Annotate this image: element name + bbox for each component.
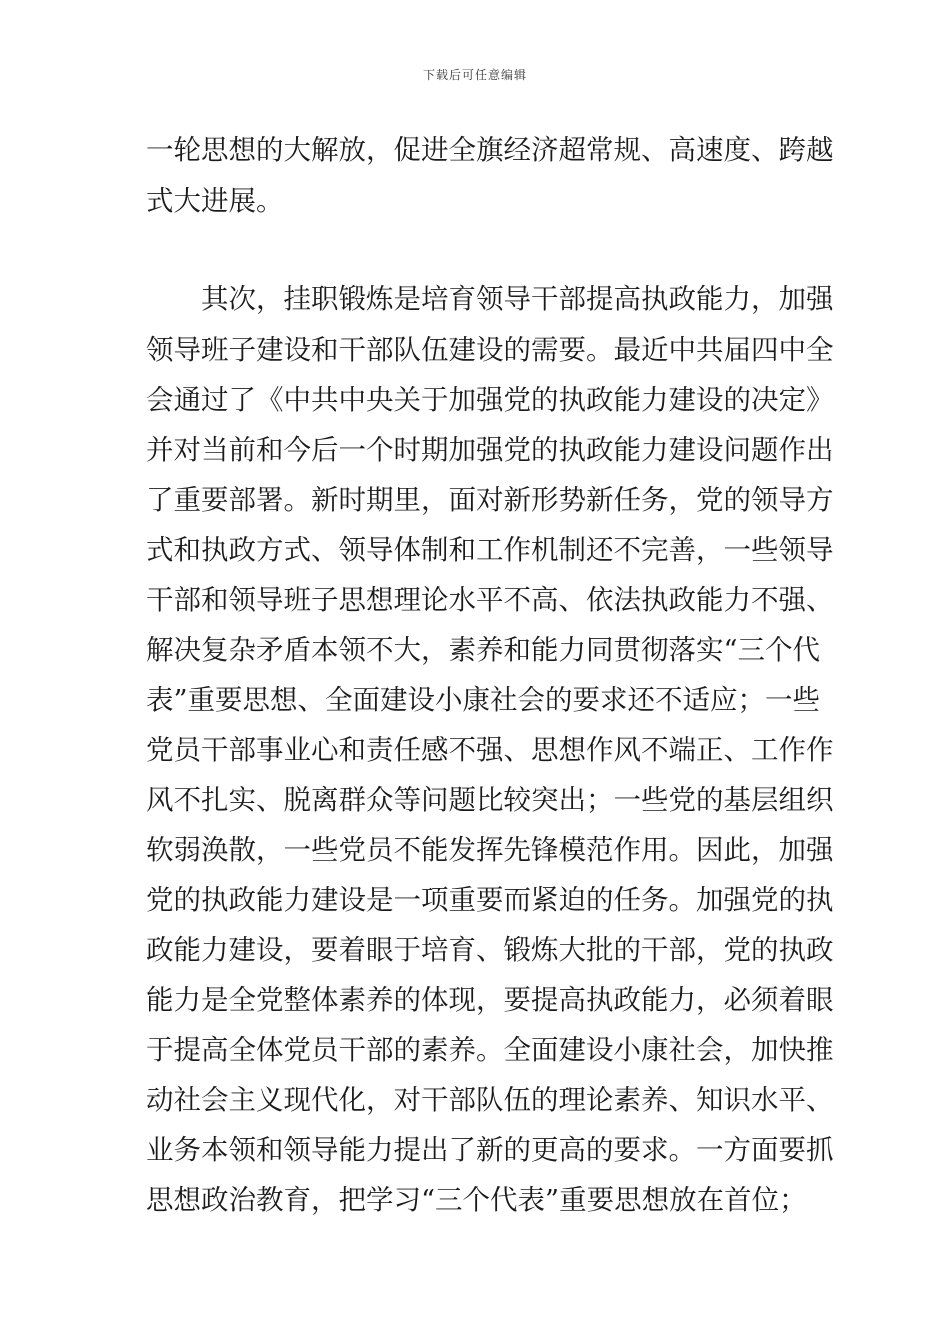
text-line: 解决复杂矛盾本领不大，素养和能力同贯彻落实“三个代	[146, 634, 821, 666]
text-line: 一轮思想的大解放，促进全旗经济超常规、高速度、跨越	[146, 134, 834, 166]
text-line: 表”重要思想、全面建设小康社会的要求还不适应；一些	[146, 684, 821, 716]
text-line: 领导班子建设和干部队伍建设的需要。最近中共届四中全	[146, 334, 834, 366]
text-line: 了重要部署。新时期里，面对新形势新任务，党的领导方	[146, 484, 834, 516]
text-line: 于提高全体党员干部的素养。全面建设小康社会，加快推	[146, 1034, 834, 1066]
text-line: 动社会主义现代化，对干部队伍的理论素养、知识水平、	[146, 1084, 834, 1116]
text-line: 思想政治教育，把学习“三个代表”重要思想放在首位；	[146, 1184, 807, 1216]
text-line: 政能力建设，要着眼于培育、锻炼大批的干部，党的执政	[146, 934, 834, 966]
text-line: 并对当前和今后一个时期加强党的执政能力建设问题作出	[146, 434, 834, 466]
text-line: 式和执政方式、领导体制和工作机制还不完善，一些领导	[146, 534, 834, 566]
text-line: 干部和领导班子思想理论水平不高、依法执政能力不强、	[146, 584, 834, 616]
text-line: 软弱涣散，一些党员不能发挥先锋模范作用。因此，加强	[146, 834, 834, 866]
text-line: 风不扎实、脱离群众等问题比较突出；一些党的基层组织	[146, 784, 834, 816]
text-line: 党员干部事业心和责任感不强、思想作风不端正、工作作	[146, 734, 834, 766]
text-line: 其次，挂职锻炼是培育领导干部提高执政能力，加强	[146, 283, 834, 315]
text-line: 会通过了《中共中央关于加强党的执政能力建设的决定》	[146, 384, 834, 416]
text-line: 党的执政能力建设是一项重要而紧迫的任务。加强党的执	[146, 884, 834, 916]
text-line: 业务本领和领导能力提出了新的更高的要求。一方面要抓	[146, 1134, 834, 1166]
text-line: 式大进展。	[146, 185, 284, 217]
page-header-note: 下载后可任意编辑	[422, 68, 527, 82]
text-line: 能力是全党整体素养的体现，要提高执政能力，必须着眼	[146, 984, 834, 1016]
